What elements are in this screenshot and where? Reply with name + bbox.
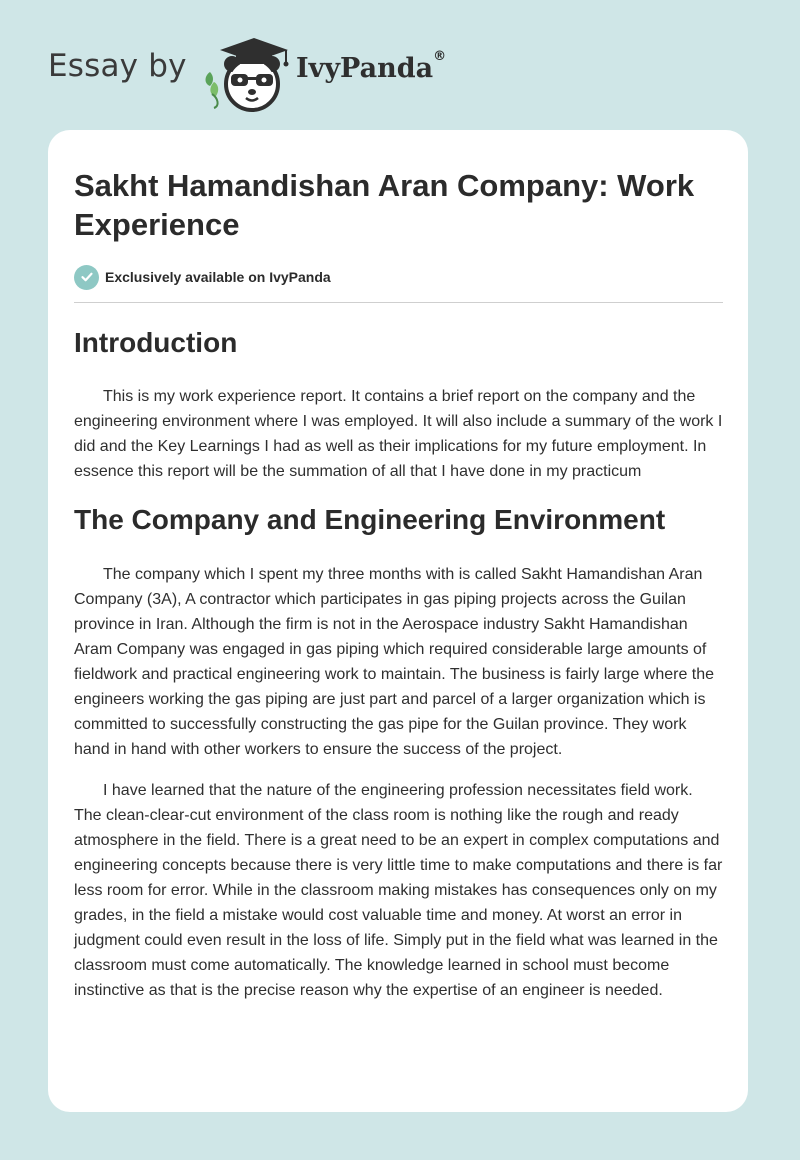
section-heading-company: The Company and Engineering Environment [74, 504, 666, 535]
brand-name[interactable] [296, 49, 447, 84]
paragraph: This is my work experience report. It contains a brief report on the company and the engineering environment where I was employed. It will also include a summary of the work I did and the Key Learnings I had as well as their implications for my future employment. In essence this report will be the summation of all that I have done in my practicum [74, 388, 723, 480]
essay-by-label: Essay by [48, 48, 187, 84]
section-heading-introduction: Introduction [74, 327, 238, 358]
exclusive-badge [74, 264, 331, 290]
paragraph: The company which I spent my three months with is called Sakht Hamandishan Aran Company (3A), A contractor which participates in gas piping projects across the Guilan province in Iran. Although the firm is not in the Aerospace industry Sakht Hamandishan Aram Company was engaged in gas piping which required considerable large amounts of fieldwork and practical engineering work to maintain. The business is fairly large where the engineers working the gas piping are just part and parcel of a larger organization which is committed to successfully constructing the gas pipe for the Guilan province. They work hand in hand with other workers to ensure the success of the project. [74, 566, 715, 758]
brand-name-text: IvyPanda [296, 53, 434, 84]
check-circle-icon [74, 265, 99, 290]
essay-card [48, 130, 748, 1112]
divider [74, 302, 723, 303]
site-header [0, 0, 800, 120]
panda-logo-icon[interactable] [200, 32, 296, 112]
paragraph: I have learned that the nature of the engineering profession necessitates field work. The clean-clear-cut environment of the class room is nothing like the rough and ready atmosphere in the field. There is a great need to be an expert in complex computations and engineering concepts because there is very little time to make computations and there is far less room for error. While in the classroom making mistakes has consequences only on my grades, in the field a mistake would cost valuable time and money. At worst an error in judgment could even result in the loss of life. Simply put in the field what was learned in the classroom must come automatically. The knowledge learned in school must become instinctive as that is the precise reason why the expertise of an engineer is needed. [74, 782, 723, 999]
registered-mark: ® [433, 49, 447, 64]
page-title: Sakht Hamandishan Aran Company: Work Experience [74, 168, 695, 242]
exclusive-badge-label: Exclusively available on IvyPanda [105, 269, 331, 285]
essay-body [74, 310, 724, 1003]
